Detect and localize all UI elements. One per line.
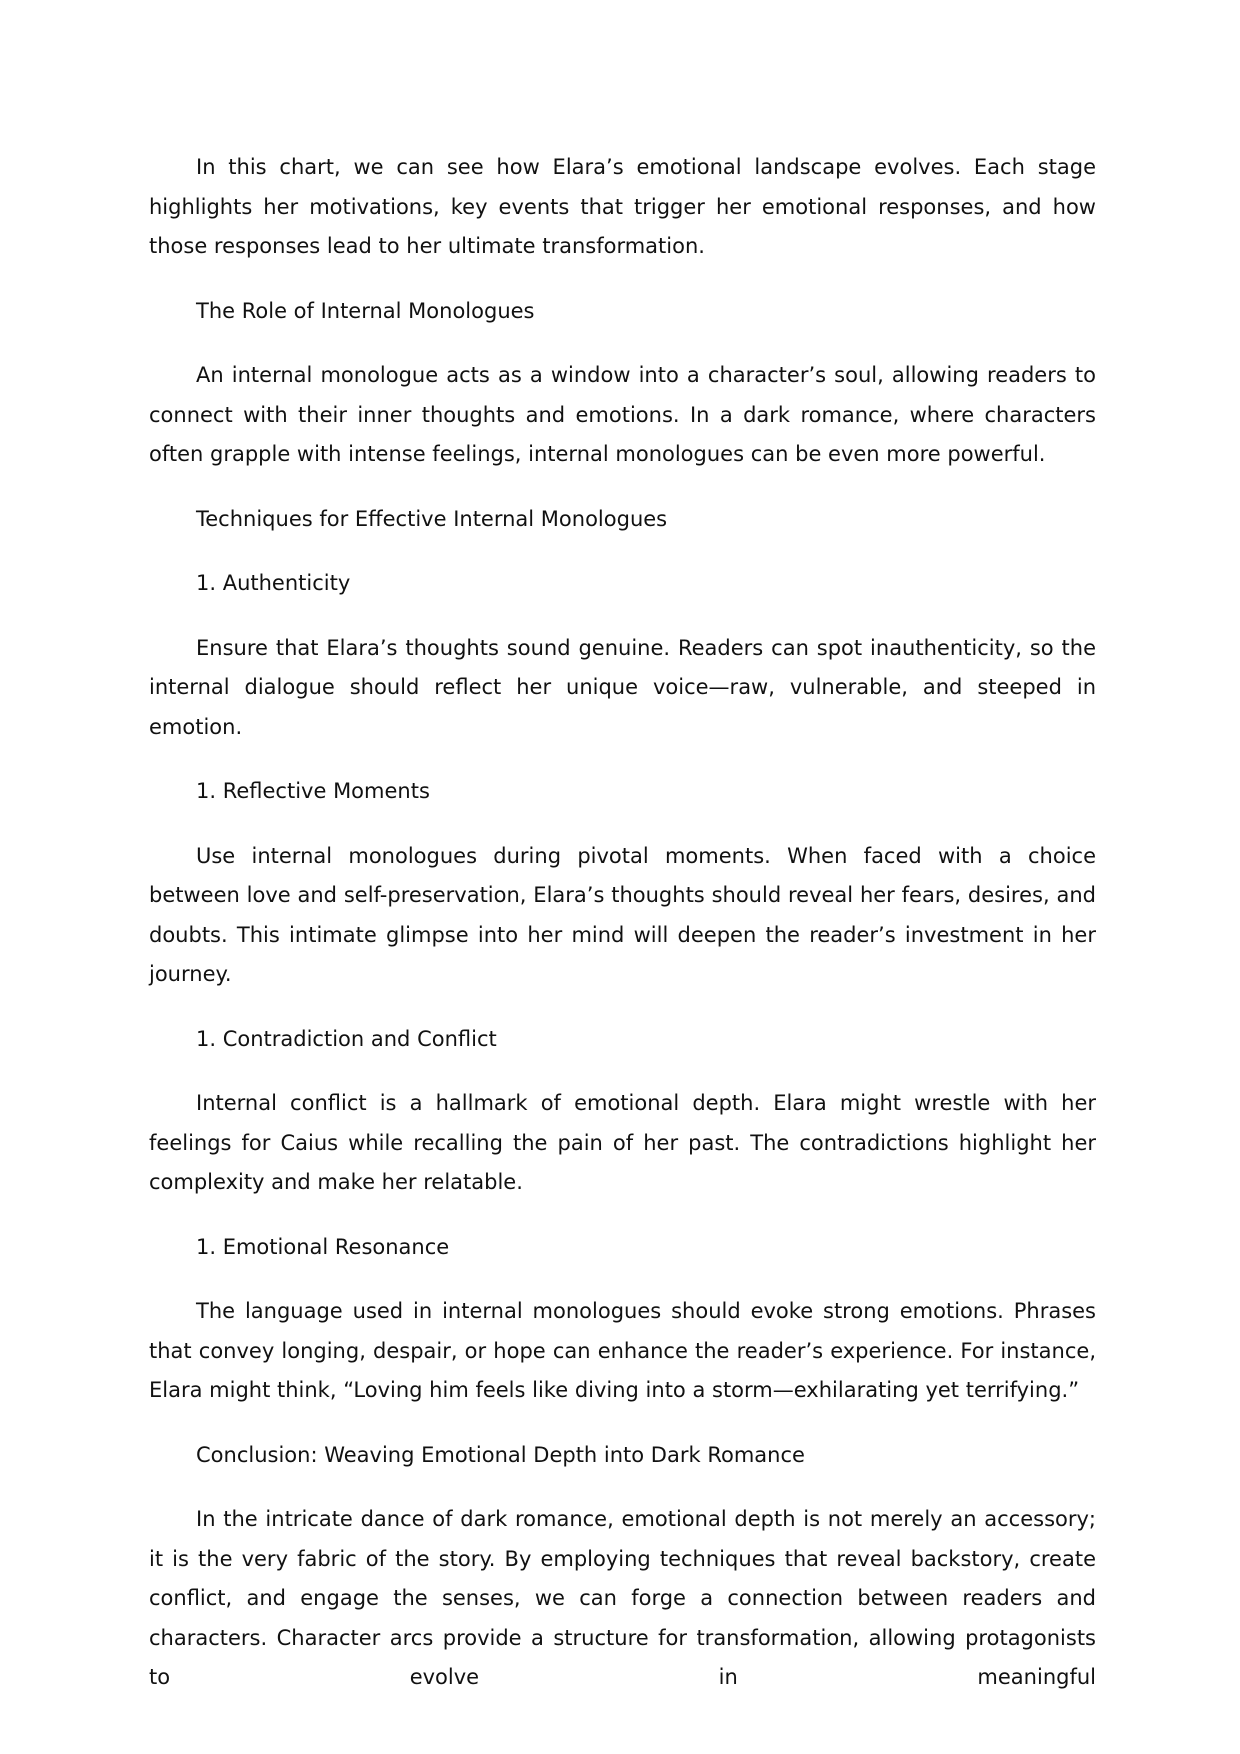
list-item-heading: 1. Emotional Resonance — [196, 1234, 450, 1259]
page-content — [149, 148, 1096, 1698]
paragraph: In this chart, we can see how Elara’s emotional landscape evolves. Each stage highlights her motivations, key events that trigger her emotional responses, and how those responses lead to her ultimate transformation. — [149, 155, 1096, 258]
list-item-heading: 1. Authenticity — [196, 571, 351, 595]
paragraph: Use internal monologues during pivotal moments. When faced with a choice between love and self-preservation, Elara’s thoughts should reveal her fears, desires, and doubts. This intimate glimpse into her mind will deepen the reader’s investment in her journey. — [149, 843, 1096, 986]
paragraph: An internal monologue acts as a window into a character’s soul, allowing readers to connect with their inner thoughts and emotions. In a dark romance, where characters often grapple with intense feelings, internal monologues can be even more powerful. — [149, 363, 1096, 466]
paragraph: Internal conflict is a hallmark of emotional depth. Elara might wrestle with her feelings for Caius while recalling the pain of her past. The contradictions highlight her complexity and make her relatable. — [149, 1091, 1096, 1194]
section-heading: Techniques for Effective Internal Monologues — [196, 506, 668, 531]
section-heading: The Role of Internal Monologues — [196, 298, 535, 323]
paragraph: Ensure that Elara’s thoughts sound genuine. Readers can spot inauthenticity, so the internal dialogue should reflect her unique voice—raw, vulnerable, and steeped in emotion. — [149, 635, 1096, 739]
section-heading: Conclusion: Weaving Emotional Depth into Dark Romance — [196, 1442, 805, 1467]
paragraph: In the intricate dance of dark romance, emotional depth is not merely an accessory; it is the very fabric of the story. By employing techniques that reveal backstory, create conflict, and engage the senses, we can forge a connection between readers and characters. Character arcs provide a structure for transformation, allowing protagonists to evolve in meaningful — [149, 1507, 1096, 1689]
list-item-heading: 1. Contradiction and Conflict — [196, 1026, 497, 1051]
paragraph: The language used in internal monologues should evoke strong emotions. Phrases that convey longing, despair, or hope can enhance the reader’s experience. For instance, Elara might think, “Loving him feels like diving into a storm—exhilarating yet terrifying.” — [149, 1299, 1096, 1402]
list-item-heading: 1. Reflective Moments — [196, 779, 430, 803]
